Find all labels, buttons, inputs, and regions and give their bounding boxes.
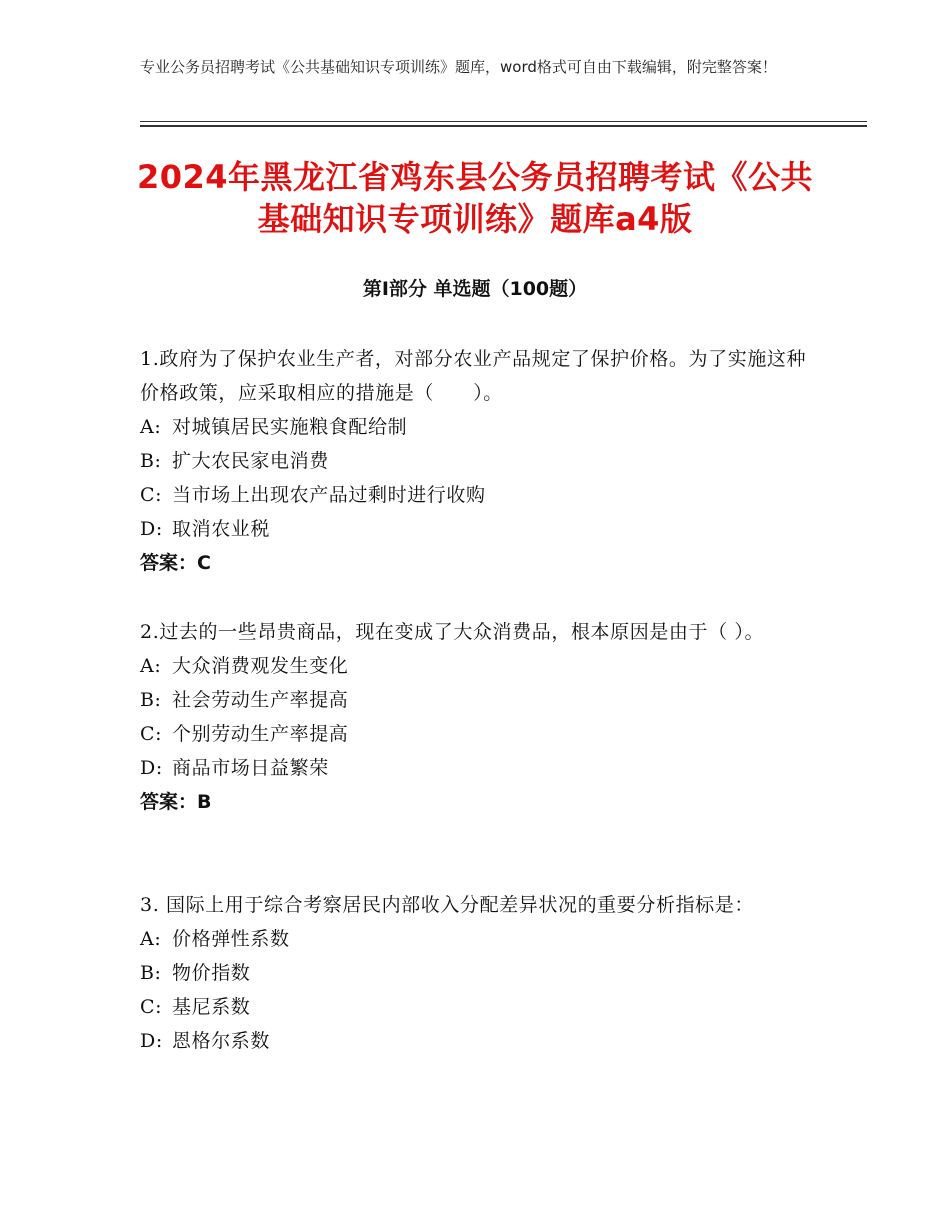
option-b (140, 444, 810, 478)
header-divider-thin (140, 121, 867, 122)
option-letter: B: (140, 450, 162, 472)
option-c (140, 478, 810, 512)
answer-line: 答案：C (140, 552, 211, 574)
option-a (140, 922, 810, 956)
option-c (140, 717, 810, 751)
option-a (140, 410, 810, 444)
question-stem: 1.政府为了保护农业生产者，对部分农业产品规定了保护价格。为了实施这种价格政策，应采取相应的措施是（ ）。 (140, 348, 807, 404)
option-letter: C: (140, 484, 163, 506)
answer-line: 答案：B (140, 791, 212, 813)
option-text: 大众消费观发生变化 (172, 655, 349, 677)
option-letter: A: (140, 655, 162, 677)
option-text: 取消农业税 (172, 518, 271, 540)
option-letter: B: (140, 689, 162, 711)
option-letter: C: (140, 723, 163, 745)
option-letter: D: (140, 1030, 163, 1052)
option-letter: B: (140, 962, 162, 984)
option-text: 扩大农民家电消费 (172, 450, 329, 472)
question-stem: 3. 国际上用于综合考察居民内部收入分配差异状况的重要分析指标是： (140, 894, 754, 916)
option-a (140, 649, 810, 683)
option-text: 社会劳动生产率提高 (172, 689, 349, 711)
option-d (140, 512, 810, 546)
option-text: 价格弹性系数 (172, 928, 290, 950)
option-text: 对城镇居民实施粮食配给制 (172, 416, 408, 438)
option-letter: A: (140, 416, 162, 438)
option-letter: A: (140, 928, 162, 950)
option-text: 恩格尔系数 (172, 1030, 271, 1052)
option-letter: D: (140, 757, 163, 779)
option-b (140, 956, 810, 990)
section-title: 第Ⅰ部分 单选题（100题） (362, 278, 588, 300)
option-text: 物价指数 (172, 962, 251, 984)
question-1 (140, 342, 810, 580)
option-letter: D: (140, 518, 163, 540)
header-note: 专业公务员招聘考试《公共基础知识专项训练》题库，word格式可自由下载编辑，附完整答案！ (140, 58, 777, 76)
option-text: 商品市场日益繁荣 (172, 757, 329, 779)
document-title: 2024年黑龙江省鸡东县公务员招聘考试《公共基础知识专项训练》题库a4版 (136, 158, 814, 238)
question-3 (140, 888, 810, 1058)
option-d (140, 1024, 810, 1058)
header-divider-thick (140, 125, 867, 127)
question-2 (140, 615, 810, 819)
option-d (140, 751, 810, 785)
question-stem: 2.过去的一些昂贵商品，现在变成了大众消费品，根本原因是由于（ ）。 (140, 621, 765, 643)
option-text: 个别劳动生产率提高 (172, 723, 349, 745)
option-text: 当市场上出现农产品过剩时进行收购 (172, 484, 486, 506)
option-text: 基尼系数 (172, 996, 251, 1018)
option-letter: C: (140, 996, 163, 1018)
option-c (140, 990, 810, 1024)
option-b (140, 683, 810, 717)
